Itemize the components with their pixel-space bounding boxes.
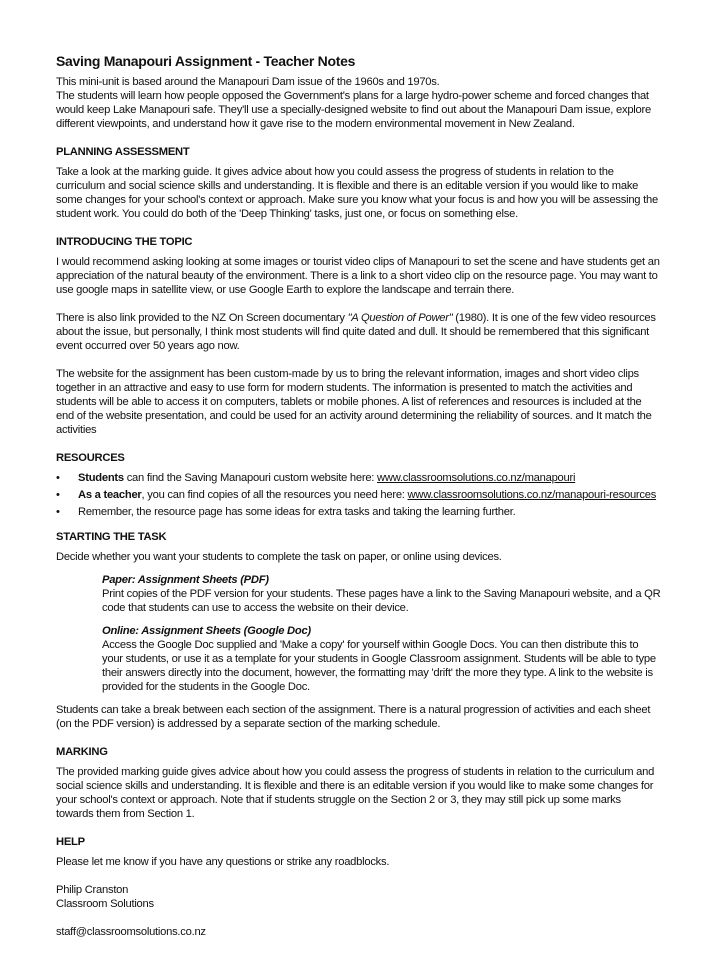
help-body: Please let me know if you have any questions or strike any roadblocks. bbox=[56, 856, 390, 868]
paper-option bbox=[102, 573, 661, 615]
author-organisation: Classroom Solutions bbox=[56, 898, 154, 910]
starting-body: Decide whether you want your students to complete the task on paper, or online using devices. bbox=[56, 551, 502, 563]
introducing-p2-after: (1980). It is one of the few video resources about the issue, but personally, I think most students will find quite dated and dull. It should be remembered that this significant event occurred over 50 years ago now. bbox=[56, 312, 656, 352]
intro-line-2: The students will learn how people opposed the Government's plans for a large hydro-power scheme and forced changes that would keep Lake Manapouri safe. They'll use a specially-designed website to find out about the Manapouri Dam issue, explore different viewpoints, and understand how it gave rise to the modern environmental movement in New Zealand. bbox=[56, 90, 651, 130]
planning-heading: PLANNING ASSESSMENT bbox=[56, 146, 190, 158]
resource-item-text: Remember, the resource page has some ideas for extra tasks and taking the learning further. bbox=[78, 506, 516, 518]
introducing-p2-before: There is also link provided to the NZ On Screen documentary bbox=[56, 312, 348, 324]
paper-option-body: Print copies of the PDF version for your students. These pages have a link to the Saving Manapouri website, and a QR code that students can use to access the website on their device. bbox=[102, 588, 661, 614]
resources-list bbox=[56, 471, 661, 519]
marking-heading: MARKING bbox=[56, 746, 108, 758]
help-section bbox=[56, 835, 661, 939]
online-option-heading: Online: Assignment Sheets (Google Doc) bbox=[102, 625, 311, 637]
resource-item-text: can find the Saving Manapouri custom website here: bbox=[123, 472, 378, 484]
starting-after: Students can take a break between each section of the assignment. There is a natural progression of activities and each sheet (on the PDF version) is addressed by a separate section of the marking schedule. bbox=[56, 704, 651, 730]
starting-heading: STARTING THE TASK bbox=[56, 531, 167, 543]
planning-section bbox=[56, 145, 661, 221]
resource-item-students bbox=[56, 471, 661, 485]
resource-item-remember bbox=[56, 505, 661, 519]
introducing-section bbox=[56, 235, 661, 437]
page-title: Saving Manapouri Assignment - Teacher Notes bbox=[56, 53, 356, 69]
bullet-icon: • bbox=[56, 506, 60, 518]
paper-option-heading: Paper: Assignment Sheets (PDF) bbox=[102, 574, 269, 586]
bullet-icon: • bbox=[56, 489, 60, 501]
resource-item-bold: As a teacher bbox=[78, 489, 142, 501]
introducing-heading: INTRODUCING THE TOPIC bbox=[56, 236, 193, 248]
marking-section bbox=[56, 745, 661, 821]
resource-item-text: , you can find copies of all the resources you need here: bbox=[141, 489, 408, 501]
online-option bbox=[102, 624, 661, 694]
author-name: Philip Cranston bbox=[56, 884, 129, 896]
resources-heading: RESOURCES bbox=[56, 452, 125, 464]
bullet-icon: • bbox=[56, 472, 60, 484]
intro-line-1: This mini-unit is based around the Manapouri Dam issue of the 1960s and 1970s. bbox=[56, 76, 440, 88]
resource-item-teacher bbox=[56, 488, 661, 502]
documentary-title: "A Question of Power" bbox=[347, 312, 453, 324]
help-heading: HELP bbox=[56, 836, 85, 848]
students-website-link[interactable]: www.classroomsolutions.co.nz/manapouri bbox=[377, 472, 576, 484]
introducing-paragraph-3: The website for the assignment has been custom-made by us to bring the relevant information, images and short video clips together in an attractive and easy to use form for modern students. The information is presented to match the activities and students will be able to access it on computers, tablets or mobile phones. A list of references and resources is included at the end of the website presentation, and could be used for an activity around determining the reliability of sources. and It match the activities bbox=[56, 368, 652, 436]
planning-body: Take a look at the marking guide. It gives advice about how you could assess the progress of students in relation to the curriculum and social science skills and understanding. It is flexible and there is an editable version if you would like to make some changes for your school's context or approach. Make sure you know what your focus is and how you will be assessing the student work. You could do both of the 'Deep Thinking' tasks, just one, or focus on something else. bbox=[56, 166, 658, 220]
starting-section bbox=[56, 530, 661, 731]
contact-email[interactable]: staff@classroomsolutions.co.nz bbox=[56, 926, 206, 938]
resources-section bbox=[56, 451, 661, 519]
online-option-body: Access the Google Doc supplied and 'Make a copy' for yourself within Google Docs. You can then distribute this to your students, or use it as a template for your students in Google Classroom assignment. Students will be able to type their answers directly into the document, however, the formatting may 'drift' the more they type. A link to the website is provided for the students in the Google Doc. bbox=[102, 639, 656, 693]
teacher-resources-link[interactable]: www.classroomsolutions.co.nz/manapouri-resources bbox=[407, 489, 657, 501]
resource-item-bold: Students bbox=[78, 472, 124, 484]
introducing-paragraph-2 bbox=[56, 311, 661, 353]
marking-body: The provided marking guide gives advice about how you could assess the progress of students in relation to the curriculum and social science skills and understanding. It is flexible and there is an editable version if you would like to make some changes for your school's context or approach. Note that if students struggle on the Section 2 or 3, they may still pick up some marks towards them from Section 1. bbox=[56, 766, 655, 820]
introducing-paragraph-1: I would recommend asking looking at some images or tourist video clips of Manapouri to set the scene and have students get an appreciation of the natural beauty of the environment. There is a link to a short video clip on the resource page. You may want to use google maps in satellite view, or use Google Earth to explore the landscape and terrain there. bbox=[56, 256, 660, 296]
